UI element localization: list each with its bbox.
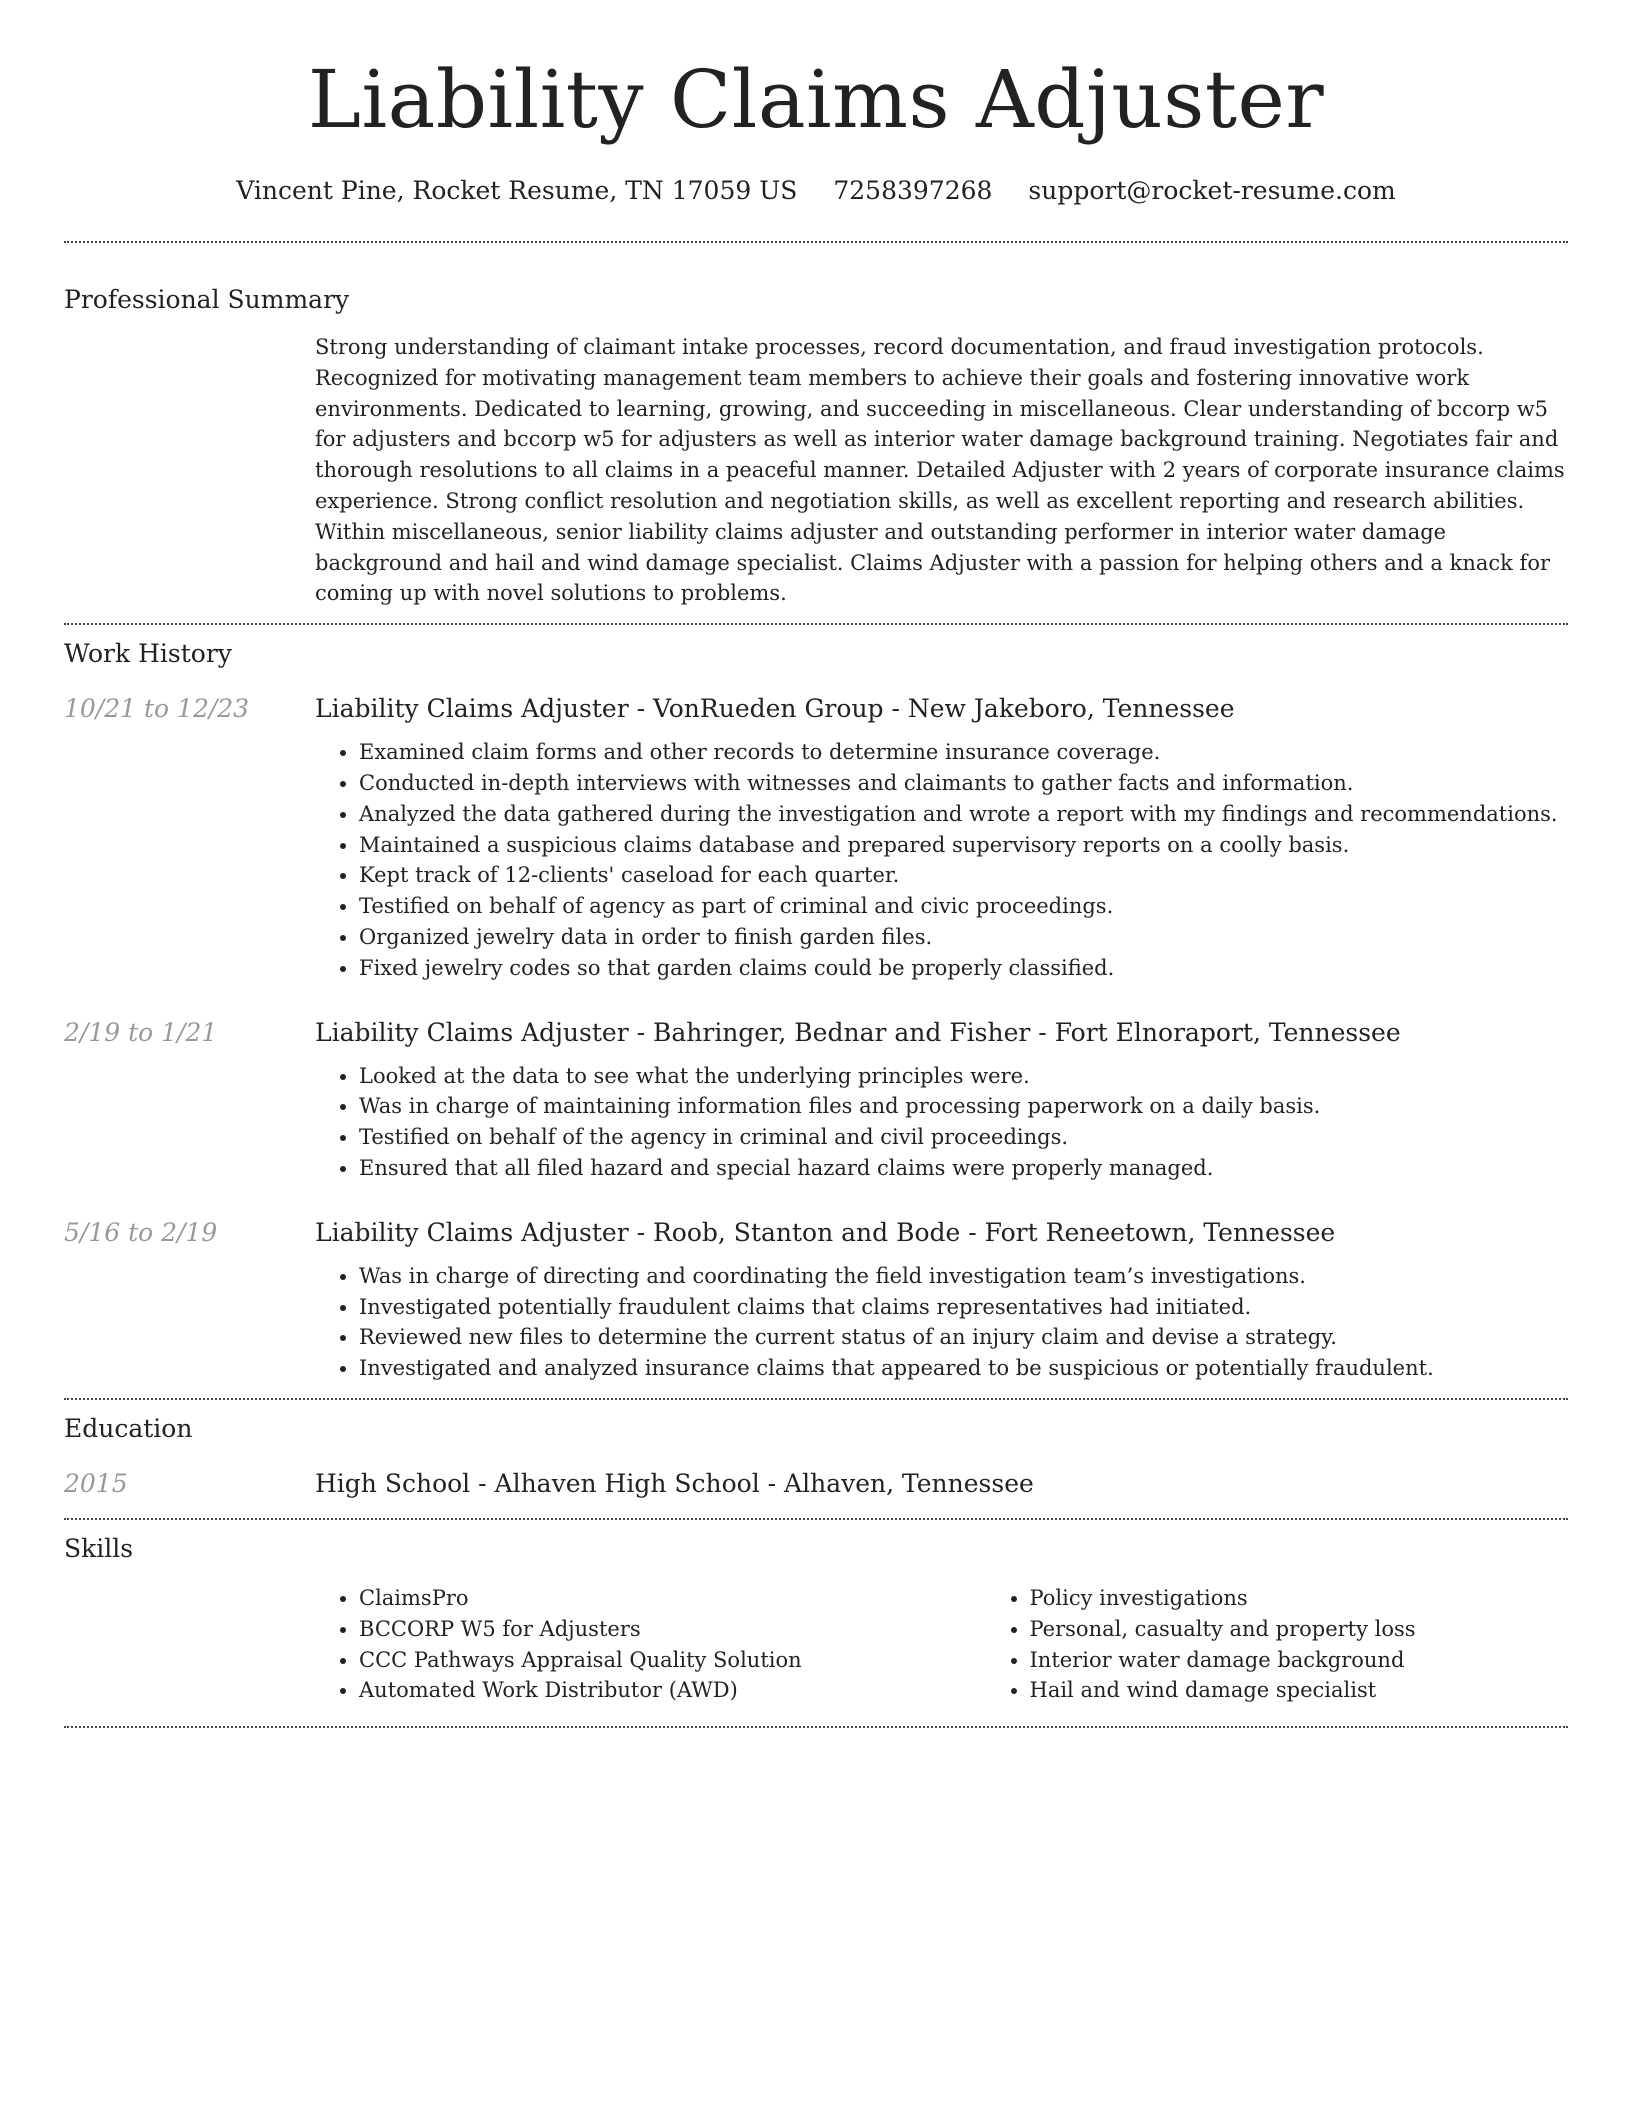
job-dates: 10/21 to 12/23 <box>64 694 250 724</box>
list-item: • Analyzed the data gathered during the investigation and wrote a report with my findings and recommendations. <box>359 799 1568 830</box>
list-item: • Personal, casualty and property loss <box>1030 1614 1632 1645</box>
resume-title: Liability Claims Adjuster <box>307 53 1325 146</box>
section-title-work-history: Work History <box>64 639 232 669</box>
list-item: • Reviewed new files to determine the current status of an injury claim and devise a strategy. <box>359 1322 1568 1353</box>
section-title-summary: Professional Summary <box>64 285 350 314</box>
job-bullets <box>315 1261 1568 1384</box>
skills-column-right <box>986 1583 1632 1706</box>
list-item: • Testified on behalf of the agency in criminal and civil proceedings. <box>359 1122 1568 1153</box>
list-item: • Ensured that all filed hazard and special hazard claims were properly managed. <box>359 1153 1568 1184</box>
list-item: • BCCORP W5 for Adjusters <box>359 1614 986 1645</box>
contact-address: Vincent Pine, Rocket Resume, TN 17059 US <box>236 176 798 205</box>
list-item: • Maintained a suspicious claims database and prepared supervisory reports on a coolly basis. <box>359 830 1568 861</box>
list-item: • Was in charge of directing and coordinating the field investigation team’s investigations. <box>359 1261 1568 1292</box>
list-item: • ClaimsPro <box>359 1583 986 1614</box>
list-item: • Looked at the data to see what the underlying principles were. <box>359 1061 1568 1092</box>
education-entry <box>64 1469 1568 1498</box>
section-title-education: Education <box>64 1413 193 1443</box>
contact-email: support@rocket-resume.com <box>1028 176 1396 205</box>
divider <box>64 241 1568 243</box>
list-item: • Examined claim forms and other records to determine insurance coverage. <box>359 737 1568 768</box>
skills-section <box>64 1534 1568 1706</box>
list-item: • Investigated and analyzed insurance claims that appeared to be suspicious or potentially fraudulent. <box>359 1353 1568 1384</box>
list-item: • Was in charge of maintaining information files and processing paperwork on a daily basis. <box>359 1091 1568 1122</box>
job-dates: 5/16 to 2/19 <box>64 1217 218 1247</box>
list-item: • Kept track of 12-clients' caseload for each quarter. <box>359 860 1568 891</box>
divider <box>64 623 1568 625</box>
divider <box>64 1726 1568 1728</box>
contact-line <box>64 176 1568 205</box>
job-heading: Liability Claims Adjuster - Bahringer, Bednar and Fisher - Fort Elnoraport, Tennessee <box>315 1017 1401 1047</box>
skills-column-left <box>315 1583 986 1706</box>
work-history-section <box>64 639 1568 1384</box>
list-item: • Interior water damage background <box>1030 1645 1632 1676</box>
job-dates: 2/19 to 1/21 <box>64 1017 218 1047</box>
education-heading: High School - Alhaven High School - Alhaven, Tennessee <box>315 1468 1034 1498</box>
section-title-skills: Skills <box>64 1533 134 1563</box>
education-year: 2015 <box>64 1468 128 1498</box>
job-entry <box>64 1218 1568 1384</box>
job-bullets <box>315 737 1568 983</box>
list-item: • Testified on behalf of agency as part of criminal and civic proceedings. <box>359 891 1568 922</box>
list-item: • Automated Work Distributor (AWD) <box>359 1675 986 1706</box>
divider <box>64 1518 1568 1520</box>
list-item: • Organized jewelry data in order to finish garden files. <box>359 922 1568 953</box>
list-item: • Fixed jewelry codes so that garden claims could be properly classified. <box>359 953 1568 984</box>
summary-text: Strong understanding of claimant intake processes, record documentation, and fraud investigation protocols. Recognized for motivating management team members to achieve their goals and fostering innovative work environments. Dedicated to learning, growing, and succeeding in miscellaneous. Clear understanding of bccorp w5 for adjusters and bccorp w5 for adjusters as well as interior water damage background training. Negotiates fair and thorough resolutions to all claims in a peaceful manner. Detailed Adjuster with 2 years of corporate insurance claims experience. Strong conflict resolution and negotiation skills, as well as excellent reporting and research abilities. Within miscellaneous, senior liability claims adjuster and outstanding performer in interior water damage background and hail and wind damage specialist. Claims Adjuster with a passion for helping others and a knack for coming up with novel solutions to problems. <box>315 335 1565 606</box>
list-item: • Policy investigations <box>1030 1583 1632 1614</box>
skills-list <box>315 1583 1568 1706</box>
education-section <box>64 1414 1568 1498</box>
job-heading: Liability Claims Adjuster - VonRueden Group - New Jakeboro, Tennessee <box>315 694 1235 724</box>
job-heading: Liability Claims Adjuster - Roob, Stanton and Bode - Fort Reneetown, Tennessee <box>315 1217 1336 1247</box>
job-entry <box>64 1018 1568 1184</box>
job-entry <box>64 694 1568 983</box>
list-item: • Conducted in-depth interviews with witnesses and claimants to gather facts and information. <box>359 768 1568 799</box>
list-item: • Investigated potentially fraudulent claims that claims representatives had initiated. <box>359 1292 1568 1323</box>
list-item: • Hail and wind damage specialist <box>1030 1675 1632 1706</box>
summary-section <box>64 285 1568 609</box>
list-item: • CCC Pathways Appraisal Quality Solution <box>359 1645 986 1676</box>
divider <box>64 1398 1568 1400</box>
job-bullets <box>315 1061 1568 1184</box>
contact-phone: 7258397268 <box>833 176 993 205</box>
